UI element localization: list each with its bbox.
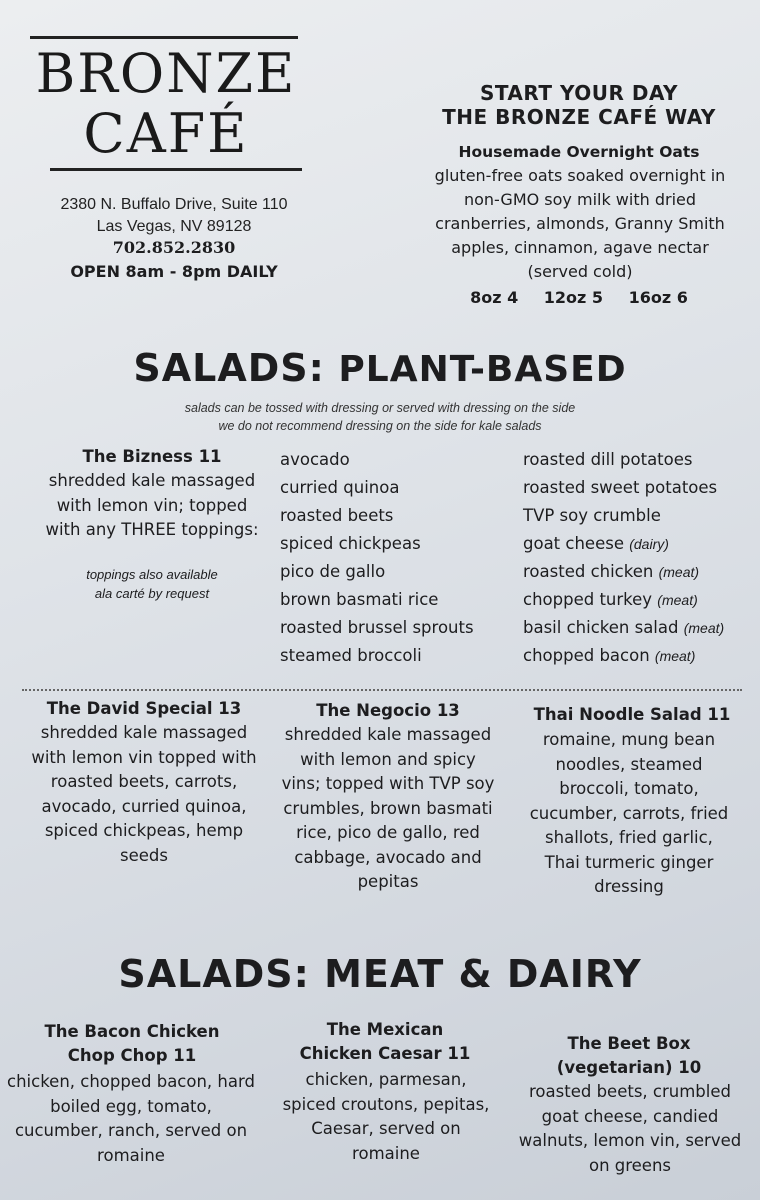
toppings-list-1: [280, 446, 510, 670]
mexican-caesar-description: chicken, parmesan, spiced croutons, pepitas, Caesar, served on romaine: [282, 1070, 490, 1163]
phone-number: 702.852.2830: [112, 238, 236, 257]
topping-item: [523, 502, 759, 530]
oats-description: gluten-free oats soaked overnight in non-GMO soy milk with dried cranberries, almonds, Granny Smith apples, cinnamon, agave nectar (served cold): [434, 166, 726, 281]
topping-name: chopped turkey: [523, 590, 653, 609]
cafe-name-line2: CAFÉ: [83, 102, 249, 165]
logo-top-rule: [30, 36, 298, 39]
bizness-description: shredded kale massaged with lemon vin; topped with any THREE toppings:: [45, 471, 259, 539]
topping-item: avocado: [280, 450, 350, 469]
topping-item: pico de gallo: [280, 562, 386, 581]
topping-name: roasted dill potatoes: [523, 450, 693, 469]
topping-name: roasted chicken: [523, 562, 654, 581]
topping-name: roasted sweet potatoes: [523, 478, 718, 497]
topping-name: basil chicken salad: [523, 618, 679, 637]
address-line2: Las Vegas, NV 89128: [96, 218, 252, 235]
thai-noodle-description: romaine, mung bean noodles, steamed broccoli, tomato, cucumber, carrots, fried shallots, fried garlic, Thai turmeric ginger dressing: [529, 730, 729, 896]
beet-box-description: roasted beets, crumbled goat cheese, candied walnuts, lemon vin, served on greens: [518, 1082, 742, 1175]
topping-item: curried quinoa: [280, 478, 400, 497]
breakfast-title-line1: START YOUR DAY: [479, 81, 679, 105]
logo-bottom-rule: [50, 168, 302, 171]
topping-qualifier: (meat): [683, 620, 725, 636]
dressing-note-line1: salads can be tossed with dressing or served with dressing on the side: [184, 401, 576, 415]
topping-item: [523, 558, 759, 586]
thai-noodle-name: Thai Noodle Salad 11: [533, 705, 731, 724]
section-divider: [22, 689, 742, 691]
topping-item: spiced chickpeas: [280, 534, 421, 553]
topping-name: TVP soy crumble: [523, 506, 661, 525]
beet-box-name-line1: The Beet Box: [567, 1034, 691, 1053]
opening-hours: OPEN 8am - 8pm DAILY: [70, 262, 278, 281]
bizness-note-line1: toppings also available: [86, 567, 218, 582]
size-8oz: 8oz 4: [470, 288, 519, 307]
cafe-name-line1: BRONZE: [35, 42, 297, 105]
topping-qualifier: (dairy): [629, 536, 669, 552]
topping-qualifier: (meat): [654, 648, 696, 664]
plant-based-heading: SALADS: PLANT-BASED: [133, 346, 627, 390]
bacon-chop-description: chicken, chopped bacon, hard boiled egg, tomato, cucumber, ranch, served on romaine: [7, 1072, 255, 1165]
bizness-note-line2: ala carté by request: [94, 586, 210, 601]
negocio-name: The Negocio 13: [316, 701, 460, 720]
toppings-list-2: [523, 446, 759, 670]
topping-item: [523, 614, 759, 642]
oats-sizes: [420, 286, 738, 310]
topping-item: [523, 474, 759, 502]
topping-qualifier: (meat): [657, 592, 698, 608]
david-special-name: The David Special 13: [46, 699, 242, 718]
dressing-note-line2: we do not recommend dressing on the side for kale salads: [218, 419, 542, 433]
topping-item: [523, 530, 759, 558]
bacon-chop-name-line2: Chop Chop 11: [67, 1046, 197, 1065]
mexican-caesar-name-line2: Chicken Caesar 11: [299, 1044, 471, 1063]
david-special-description: shredded kale massaged with lemon vin topped with roasted beets, carrots, avocado, curried quinoa, spiced chickpeas, hemp seeds: [31, 723, 257, 865]
breakfast-title-line2: THE BRONZE CAFÉ WAY: [442, 105, 716, 129]
bacon-chop-name-line1: The Bacon Chicken: [44, 1022, 220, 1041]
negocio-description: shredded kale massaged with lemon and spicy vins; topped with TVP soy crumbles, brown basmati rice, pico de gallo, red cabbage, avocado and pepitas: [281, 725, 495, 891]
topping-item: brown basmati rice: [280, 590, 439, 609]
topping-item: roasted brussel sprouts: [280, 618, 474, 637]
bizness-name: The Bizness 11: [82, 447, 222, 466]
topping-name: goat cheese: [523, 534, 624, 553]
meat-dairy-heading: SALADS: MEAT & DAIRY: [118, 952, 642, 996]
topping-item: roasted beets: [280, 506, 394, 525]
size-12oz: 12oz 5: [543, 288, 604, 307]
oats-name: Housemade Overnight Oats: [458, 143, 700, 161]
topping-item: [523, 446, 759, 474]
address-line1: 2380 N. Buffalo Drive, Suite 110: [60, 196, 288, 213]
topping-name: chopped bacon: [523, 646, 650, 665]
size-16oz: 16oz 6: [628, 288, 688, 307]
topping-item: [523, 586, 759, 614]
topping-item: [523, 642, 759, 670]
mexican-caesar-name-line1: The Mexican: [326, 1020, 444, 1039]
topping-item: steamed broccoli: [280, 646, 422, 665]
topping-qualifier: (meat): [658, 564, 700, 580]
beet-box-name-line2: (vegetarian) 10: [556, 1058, 702, 1077]
